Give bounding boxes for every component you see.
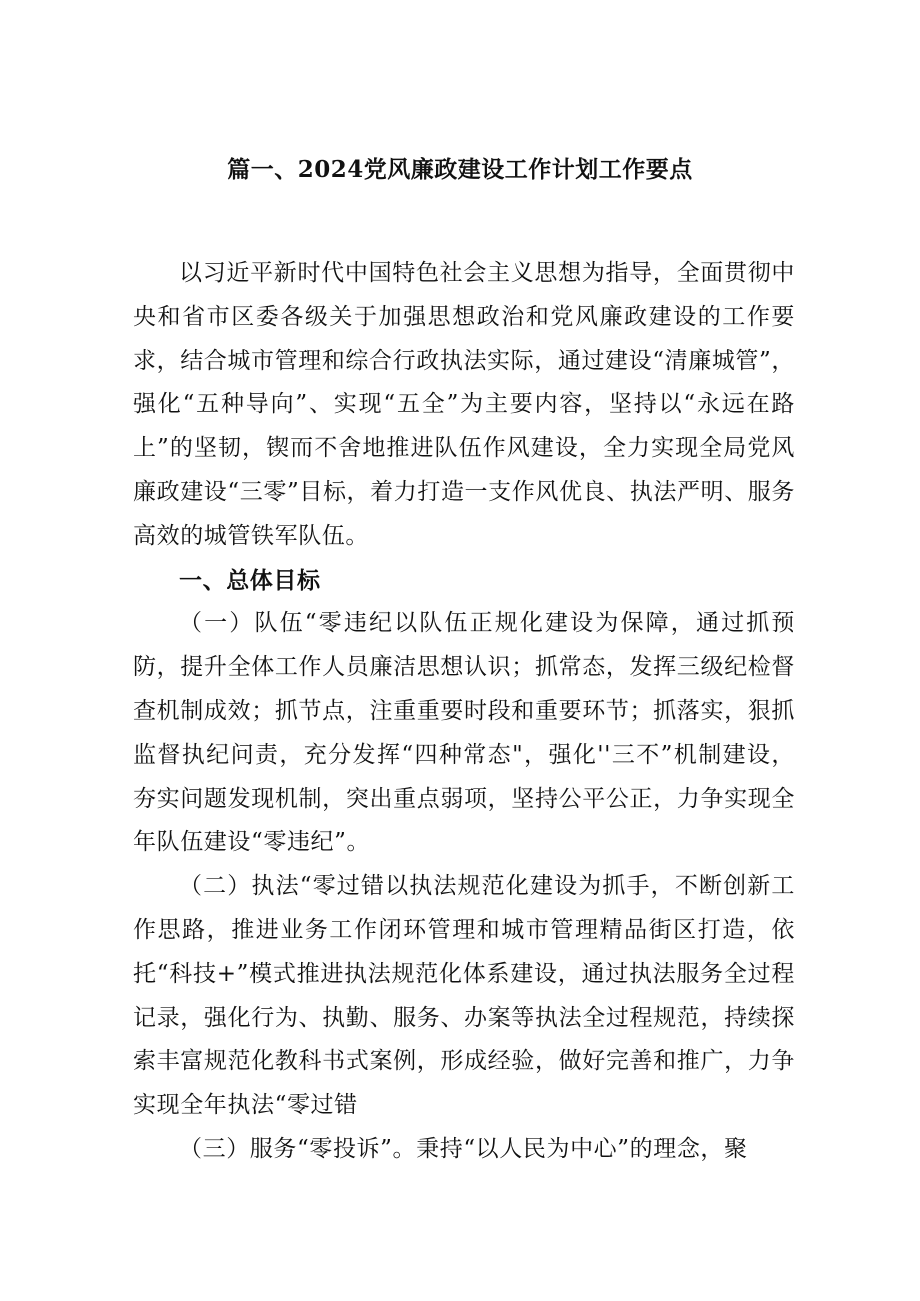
goal-item-2-paragraph: （二）执法“零过错以执法规范化建设为抓手，不断创新工作思路，推进业务工作闭环管理和城市管理精品街区打造，依托“科技+”模式推进执法规范化体系建设，通过执法服务全过程记录，强化行为、执勤、服务、办案等执法全过程规范，持续探索丰富规范化教科书式案例，形成经验，做好完善和推广，力争实现全年执法“零过错 xyxy=(133,873,795,1119)
goal-item-1-paragraph: （一）队伍“零违纪以队伍正规化建设为保障，通过抓预防，提升全体工作人员廉洁思想认识；抓常态，发挥三级纪检督查机制成效；抓节点，注重重要时段和重要环节；抓落实，狠抓监督执纪问责，充分发挥“四种常态"，强化''三不”机制建设，夯实问题发现机制，突出重点弱项，坚持公平公正，力争实现全年队伍建设“零违纪”。 xyxy=(133,610,795,856)
intro-paragraph: 以习近平新时代中国特色社会主义思想为指导，全面贯彻中央和省市区委各级关于加强思想政治和党风廉政建设的工作要求，结合城市管理和综合行政执法实际，通过建设“清廉城管”，强化“五种导向”、实现“五全”为主要内容，坚持以“永远在路上”的坚韧，锲而不舍地推进队伍作风建设，全力实现全局党风廉政建设“三零”目标，着力打造一支作风优良、执法严明、服务高效的城管铁军队伍。 xyxy=(133,260,795,549)
section-heading-overall-goals: 一、总体目标 xyxy=(179,566,321,594)
document-body xyxy=(133,252,795,1172)
document-title: 篇一、2024党风廉政建设工作计划工作要点 xyxy=(227,156,693,183)
goal-item-3-paragraph: （三）服务“零投诉”。秉持“以人民为中心”的理念，聚 xyxy=(179,1135,748,1162)
